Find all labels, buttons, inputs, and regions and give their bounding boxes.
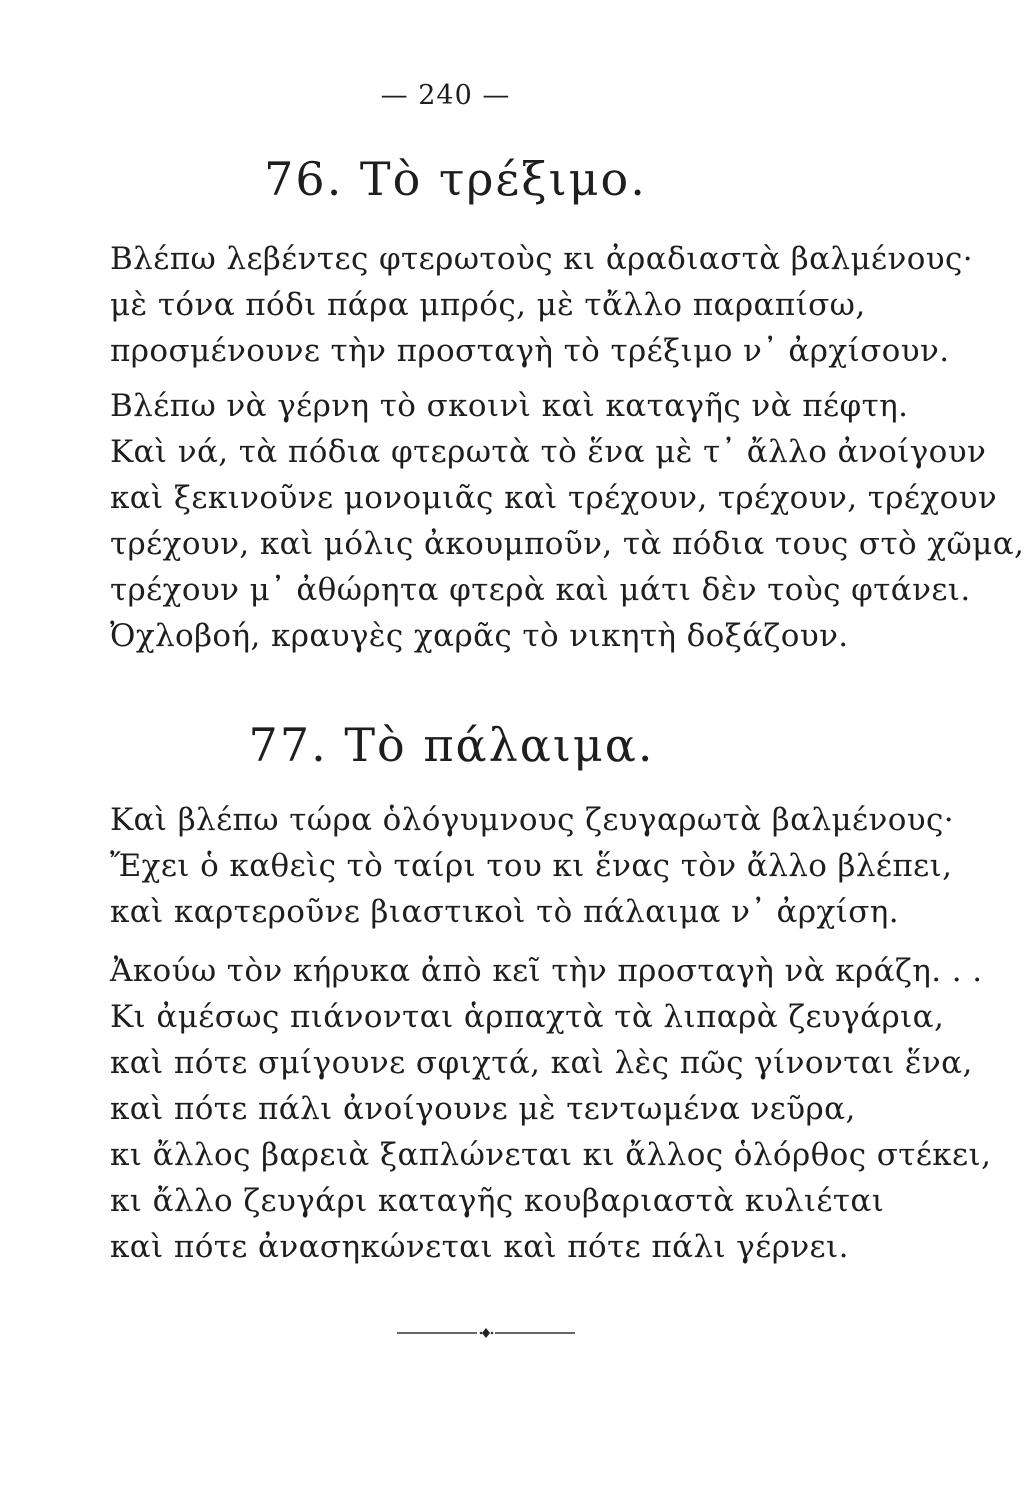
ornament-diamond — [482, 1328, 490, 1338]
ornament-dot-right — [491, 1332, 494, 1335]
poem-76-stanza-1 — [110, 236, 974, 374]
verse-line: κι ἄλλος βαρειὰ ξαπλώνεται κι ἄλλος ὁλόρθος στέκει, — [110, 1137, 992, 1173]
poem-77-stanza-1 — [110, 797, 955, 935]
ornament-divider — [397, 1325, 575, 1341]
verse-line: μὲ τόνα πόδι πάρα μπρός, μὲ τἄλλο παραπίσω, — [110, 287, 866, 323]
ornament-dot-left — [480, 1332, 483, 1335]
verse-line: Καὶ νά, τὰ πόδια φτερωτὰ τὸ ἕνα μὲ τ᾽ ἄλλο ἀνοίγουν — [110, 434, 987, 470]
verse-line: Βλέπω λεβέντες φτερωτοὺς κι ἀραδιαστὰ βαλμένους· — [110, 241, 974, 277]
verse-line: καὶ ξεκινοῦνε μονομιᾶς καὶ τρέχουν, τρέχουν, τρέχουν — [110, 480, 998, 516]
poem-title-76: 76. Τὸ τρέξιμο. — [264, 152, 647, 206]
page-number: — 240 — — [380, 80, 511, 111]
poem-77-stanza-2 — [110, 948, 992, 1270]
verse-line: καὶ καρτεροῦνε βιαστικοὶ τὸ πάλαιμα ν᾽ ἀρχίση. — [110, 894, 900, 930]
poem-title-77: 77. Τὸ πάλαιμα. — [248, 718, 655, 772]
verse-line: καὶ πότε πάλι ἀνοίγουνε μὲ τεντωμένα νεῦρα, — [110, 1091, 856, 1127]
verse-line: Ἀκούω τὸν κήρυκα ἀπὸ κεῖ τὴν προσταγὴ νὰ κράζη. . . — [110, 953, 983, 989]
verse-line: Καὶ βλέπω τώρα ὁλόγυμνους ζευγαρωτὰ βαλμένους· — [110, 802, 955, 838]
verse-line: Βλέπω νὰ γέρνη τὸ σκοινὶ καὶ καταγῆς νὰ πέφτη. — [110, 388, 909, 424]
verse-line: τρέχουν μ᾽ ἀθώρητα φτερὰ καὶ μάτι δὲν τοὺς φτάνει. — [110, 572, 971, 608]
verse-line: Κι ἀμέσως πιάνονται ἁρπαχτὰ τὰ λιπαρὰ ζευγάρια, — [110, 999, 945, 1035]
verse-line: καὶ πότε ἀνασηκώνεται καὶ πότε πάλι γέρνει. — [110, 1229, 849, 1265]
verse-line: Ὀχλοβοή, κραυγὲς χαρᾶς τὸ νικητὴ δοξάζουν. — [110, 618, 849, 654]
verse-line: καὶ πότε σμίγουνε σφιχτά, καὶ λὲς πῶς γίνονται ἕνα, — [110, 1045, 973, 1081]
poem-76-stanza-2 — [110, 383, 1024, 659]
verse-line: τρέχουν, καὶ μόλις ἀκουμποῦν, τὰ πόδια τους στὸ χῶμα, — [110, 526, 1024, 562]
verse-line: προσμένουνε τὴν προσταγὴ τὸ τρέξιμο ν᾽ ἀρχίσουν. — [110, 333, 950, 369]
verse-line: Ἔχει ὁ καθεὶς τὸ ταίρι του κι ἕνας τὸν ἄλλο βλέπει, — [110, 848, 953, 884]
verse-line: κι ἄλλο ζευγάρι καταγῆς κουβαριαστὰ κυλιέται — [110, 1183, 885, 1219]
